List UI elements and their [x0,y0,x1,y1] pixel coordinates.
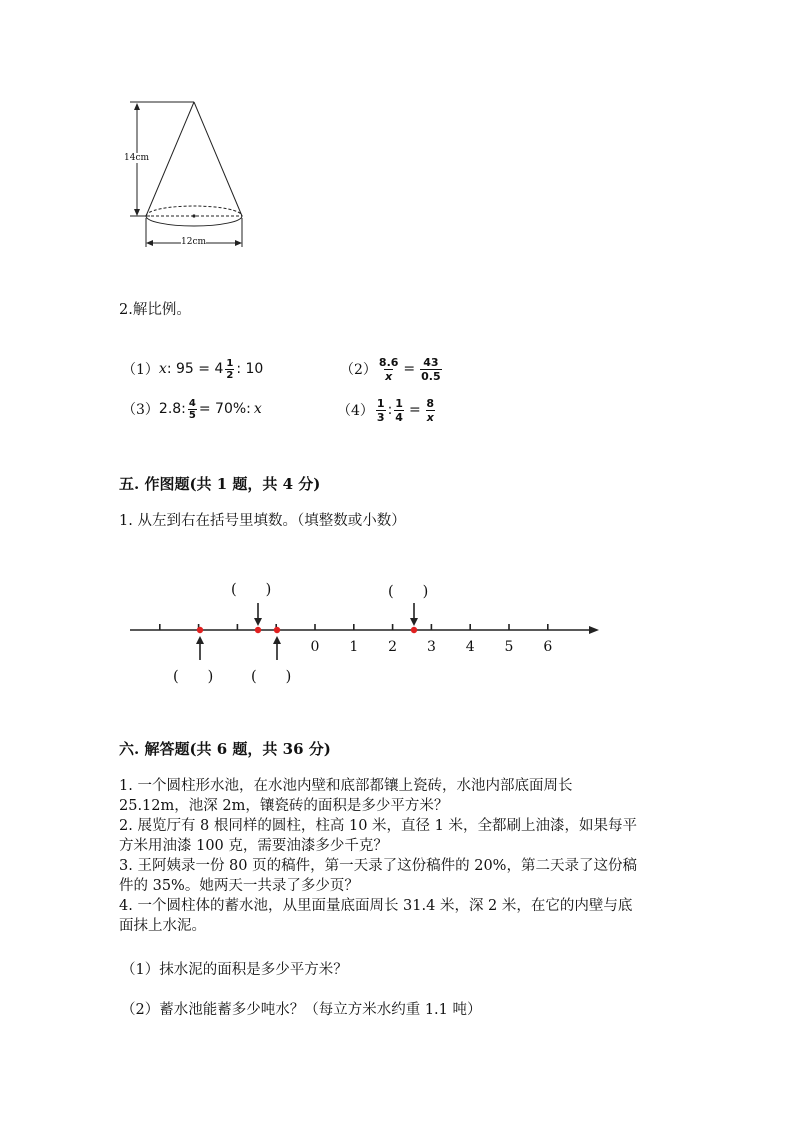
fraction: $\frac{1}{3}$ [376,396,385,424]
fraction: $\frac{43}{0.5}$ [421,355,441,383]
cone-figure [120,95,260,255]
expr-text: : 95 = 4 [166,361,224,377]
problem-2-line-1: 2. 展览厅有 8 根同样的圆柱，柱高 10 米，直径 1 米，全都刷上油漆，如果每平 [119,818,637,834]
problem-3-line-1: 3. 王阿姨录一份 80 页的稿件，第一天录了这份稿件的 20%，第二天录了这份稿 [119,858,637,874]
item-number: （1） [122,362,159,378]
cone-height-label: 14cm [124,153,150,163]
sub-question-2: （2）蓄水池能蓄多少吨水？（每立方米水约重 1.1 吨） [121,1002,482,1018]
expr-text: = 70%: [198,401,251,417]
tick-label: 5 [504,639,514,655]
proportion-2 [340,352,444,386]
item-number: （2） [340,362,377,378]
problem-list [119,776,679,936]
sub-question-1: （1）抹水泥的面积是多少平方米？ [121,962,348,978]
bracket-top-2: ( ) [388,584,429,600]
problem-3-line-2: 件的 35%。她两天一共录了多少页？ [119,878,359,894]
bracket-bottom-2: ( ) [251,669,292,685]
tick-label: 4 [465,639,475,655]
problem-4-line-2: 面抹上水泥。 [119,918,206,934]
tick-label: 0 [310,639,320,655]
section-5-heading: 五. 作图题(共 1 题，共 4 分) [119,475,321,493]
cone-diameter-label: 12cm [181,237,207,247]
proportion-1 [122,358,263,380]
proportion-3 [122,398,262,420]
section-5-question-1: 1. 从左到右在括号里填数。（填整数或小数） [119,513,406,529]
variable-x: x [158,361,167,377]
problem-4-line-1: 4. 一个圆柱体的蓄水池，从里面量底面周长 31.4 米，深 2 米，在它的内壁与底 [119,898,633,914]
expr-text: : 10 [236,361,264,377]
fraction: $\frac{8}{x}$ [426,396,435,424]
variable-x: x [253,401,262,417]
expr-text: 2.8: [158,401,186,417]
item-number: （3） [122,402,159,418]
fraction: $\frac{1}{4}$ [395,396,403,424]
tick-label: 1 [349,639,359,655]
section-6-heading: 六. 解答题(共 6 题，共 36 分) [119,740,331,758]
bracket-top-1: ( ) [231,582,272,598]
equals-sign: = [408,402,421,418]
problem-1-line-2: 25.12m，池深 2m，镶瓷砖的面积是多少平方米？ [119,798,449,814]
bracket-bottom-1: ( ) [173,669,214,685]
fraction: $\frac{4}{5}$ [188,397,196,421]
tick-label: 6 [543,639,553,655]
problem-1-line-1: 1. 一个圆柱形水池，在水池内壁和底部都镶上瓷砖，水池内部底面周长 [119,778,573,794]
colon: : [387,402,393,418]
tick-label: 3 [426,639,436,655]
fraction: $\frac{8.6}{x}$ [378,355,399,383]
fraction: $\frac{1}{2}$ [226,357,234,381]
tick-label: 2 [388,639,398,655]
problem-2-line-2: 方米用油漆 100 克，需要油漆多少千克？ [119,838,388,854]
item-number: （4） [337,403,374,419]
proportion-4 [337,393,437,427]
equals-sign: = [403,361,416,377]
q2-title: 2.解比例。 [119,302,191,318]
